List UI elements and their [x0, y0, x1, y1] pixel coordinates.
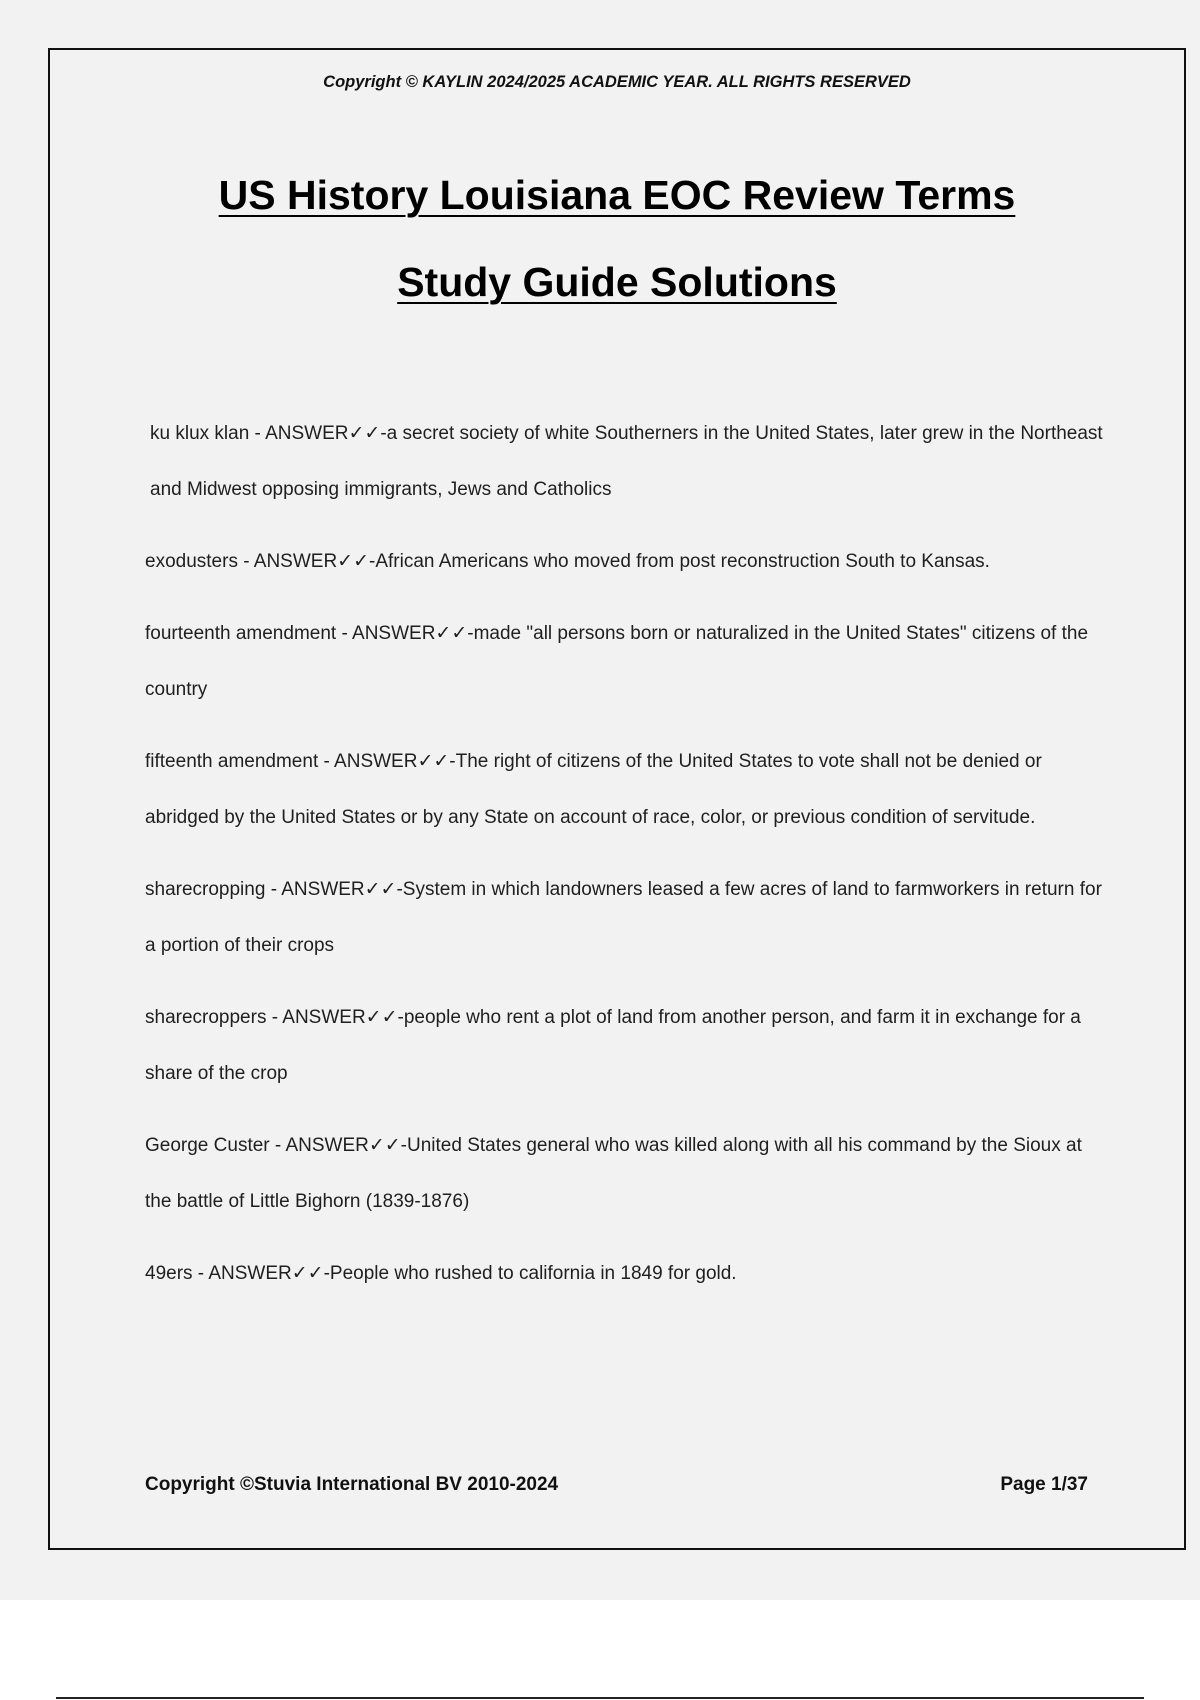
term-entry-fifteenth-amendment: fifteenth amendment - ANSWER✓✓-The right of citizens of the United States to vote shall not be denied or abridged by the United States or by any State on account of race, color, or previous condition of servitude.: [145, 751, 1042, 828]
term-entry-george-custer: George Custer - ANSWER✓✓-United States general who was killed along with all his command by the Sioux at the battle of Little Bighorn (1839-1876): [145, 1135, 1082, 1212]
term-entry-49ers: 49ers - ANSWER✓✓-People who rushed to california in 1849 for gold.: [145, 1263, 737, 1284]
document-subtitle: [0, 259, 1200, 306]
title-line-1: US History Louisiana EOC Review Terms: [218, 172, 1016, 218]
term-entry-exodusters: exodusters - ANSWER✓✓-African Americans who moved from post reconstruction South to Kansas.: [145, 551, 990, 572]
term-entry-ku-klux-klan: ku klux klan - ANSWER✓✓-a secret society of white Southerners in the United States, later grew in the Northeast and Midwest opposing immigrants, Jews and Catholics: [150, 423, 1103, 500]
term-entry-sharecropping: sharecropping - ANSWER✓✓-System in which landowners leased a few acres of land to farmworkers in return for a portion of their crops: [145, 879, 1102, 956]
title-line-2: Study Guide Solutions: [397, 259, 837, 305]
terms-list: [145, 406, 1105, 1318]
term-entry-sharecroppers: sharecroppers - ANSWER✓✓-people who rent a plot of land from another person, and farm it in exchange for a share of the crop: [145, 1007, 1081, 1084]
header-copyright: Copyright © KAYLIN 2024/2025 ACADEMIC YEAR. ALL RIGHTS RESERVED: [323, 73, 911, 91]
next-page-divider: [56, 1697, 1144, 1699]
page-number: Page 1/37: [1000, 1474, 1088, 1495]
document-title: [0, 172, 1200, 219]
footer-copyright: Copyright ©Stuvia International BV 2010-2024: [145, 1474, 559, 1495]
term-entry-fourteenth-amendment: fourteenth amendment - ANSWER✓✓-made "all persons born or naturalized in the United States" citizens of the country: [145, 623, 1089, 700]
